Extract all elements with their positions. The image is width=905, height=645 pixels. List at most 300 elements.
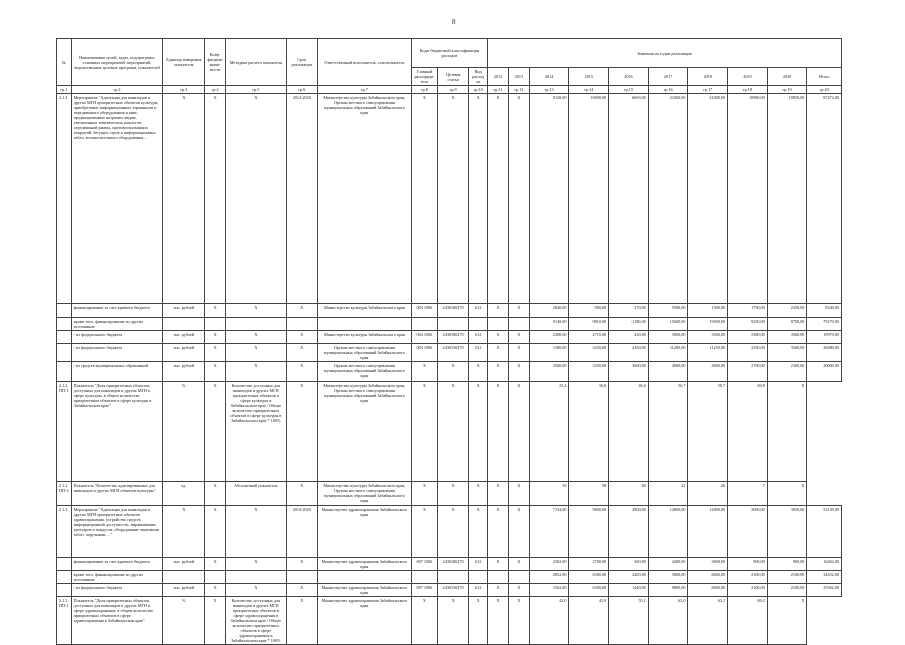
table-cell: X [163,506,205,558]
table-cell: X [286,482,317,506]
table-cell: 900,00 [728,558,768,571]
table-cell: 11200,00 [648,344,688,362]
table-cell: 3500,00 [688,331,728,344]
table-cell [205,571,226,584]
table-cell: Министерство культуры Забайкальского края, Органы местного самоуправления муниципальных образований Забайкальского края [317,382,411,482]
table-cell: X [488,304,509,318]
table-cell [508,571,529,584]
table-cell: 35562,00 [807,584,842,597]
header-values-group: Значения по годам реализации [488,39,842,68]
table-cell: X [508,362,529,382]
table-cell: 3560,00 [767,331,807,344]
column-number: гр.20 [807,86,842,94]
row-number-cell: 2.1.3 [57,506,72,558]
header-term: Срок реализации [286,39,317,86]
table-cell: 8400,00 [688,571,728,584]
table-cell: % [163,597,205,645]
row-number-cell [57,304,72,318]
table-cell: 2380,00 [529,331,569,344]
table-cell: 5380,00 [728,331,768,344]
row-number-cell [57,318,72,331]
table-cell: X [488,558,509,571]
header-year: 2020 [767,68,807,86]
table-cell: тыс. рублей [163,362,205,382]
table-cell: X [767,382,807,482]
table-cell: X [205,344,226,362]
table-cell: 10980,00 [728,94,768,304]
header-kbk-group: Коды бюджетной классификации расходов [411,39,487,68]
table-cell: % [163,382,205,482]
table-cell: X [205,558,226,571]
row-number-cell [57,584,72,597]
row-number-cell [57,331,72,344]
table-cell: 1580,00 [529,344,569,362]
table-row [57,482,842,506]
table-cell: X [226,584,287,597]
column-number: гр.4 [205,86,226,94]
table-cell: X [488,94,509,304]
header-year: 2018 [688,68,728,86]
table-cell [411,318,437,331]
table-cell: X [508,304,529,318]
table-cell: Количество доступных для инвалидов и других МГН приоритетных объектов в сфере культуры в Забайкальском крае / Общее количество приоритетных объектов в сфере культуры в Забайкальском крае * 100% [226,382,287,482]
table-cell: X [286,362,317,382]
page-number: 8 [452,18,456,26]
table-cell: 14800,00 [648,506,688,558]
table-cell: 2100,00 [767,571,807,584]
table-cell: 3900,00 [648,331,688,344]
table-cell [469,318,488,331]
header-kbk: Вид расходов [469,68,488,86]
table-cell: Министерство здравоохранения Забайкальского края [317,558,411,571]
table-cell: тыс. рублей [163,304,205,318]
table-cell: 36480,00 [807,344,842,362]
table-cell [286,571,317,584]
header-kbk: Целевая статья [437,68,468,86]
table-cell [317,318,411,331]
table-cell: X [437,506,468,558]
table-cell: X [488,331,509,344]
table-cell: 7134,00 [529,506,569,558]
row-name-cell: Показатель "Количество адаптированных для инвалидов и других МГН объектов культуры" [71,482,163,506]
table-cell [163,318,205,331]
table-cell: Министерство здравоохранения Забайкальского края [317,584,411,597]
column-number: гр.8 [411,86,437,94]
table-cell: 7 [728,482,768,506]
table-cell: 2700,00 [728,362,768,382]
column-number: гр.12 [508,86,529,94]
table-cell: Абсолютный показатель [226,482,287,506]
table-cell: 42,0 [529,597,569,645]
row-name-cell: Показатель "Доля приоритетных объектов, доступных для инвалидов и других МГН в сфере культуры, в общем количестве приоритетных объектов в сфере культуры в Забайкальском крае" [71,382,163,482]
row-name-cell: - из средств муниципальных образований [71,362,163,382]
table-cell: Органы местного самоуправления муниципальных образований Забайкальского края [317,362,411,382]
table-cell: 2430150270 [437,584,468,597]
header-total: Итого [807,68,842,86]
table-cell: X [286,584,317,597]
table-cell: 2400,00 [609,571,649,584]
table-cell: X [508,597,529,645]
column-number: гр.7 [317,86,411,94]
row-name-cell: Мероприятие "Адаптация для инвалидов и других МГН приоритетных объектов здравоохранения, устройство средств информационной доступности, выравнивание тротуаров и пандусов, оборудование звуковыми табло, поручнями, ..." [71,506,163,558]
table-cell [488,571,509,584]
table-cell: X [508,482,529,506]
table-cell: 8700,00 [767,318,807,331]
table-cell: 9810,00 [569,318,609,331]
table-cell: 63,0 [648,597,688,645]
column-number-row [57,86,842,94]
table-cell: X [411,382,437,482]
table-cell: Министерство культуры Забайкальского края [317,331,411,344]
table-cell: X [205,304,226,318]
table-cell: Количество доступных для инвалидов и других МГН приоритетных объектов в сфере здравоохранения в Забайкальском крае / Общее количество приоритетных объектов в сфере здравоохранения в Забайкальском крае * 100% [226,597,287,645]
table-cell: X [508,558,529,571]
table-cell: 21060,00 [648,94,688,304]
table-cell: 34452,00 [807,571,842,584]
table-cell: 3600,00 [609,362,649,382]
table-cell: 56,7 [648,382,688,482]
table-cell: X [226,362,287,382]
table-cell: 900,00 [569,304,609,318]
table-row [57,382,842,482]
table-cell: X [286,304,317,318]
table-cell: X [469,382,488,482]
table-cell: 53139,00 [807,506,842,558]
table-cell: Министерство культуры Забайкальского края, Органы местного самоуправления муниципальных образований Забайкальского края [317,482,411,506]
table-cell: 2710,00 [569,331,609,344]
table-row [57,597,842,645]
header-method: Методика расчета показателя [226,39,287,86]
header-year: 2014 [529,68,569,86]
table-cell: Министерство здравоохранения Забайкальского края [317,506,411,558]
table-row [57,506,842,558]
table-cell: 004 1006 [411,331,437,344]
table-cell: 1500,00 [688,304,728,318]
table-cell: 360,00 [609,558,649,571]
table-cell: X [488,482,509,506]
table-cell: 007 1006 [411,584,437,597]
table-cell: X [226,304,287,318]
header-year: 2019 [728,68,768,86]
table-cell: 007 1006 [411,558,437,571]
table-cell: 612 [469,584,488,597]
table-cell: 12000,00 [688,506,728,558]
table-cell: X [508,331,529,344]
table-cell: X [469,94,488,304]
table-row [57,571,842,584]
table-cell: 2350,00 [767,304,807,318]
row-name-cell: - из федерального бюджета [71,584,163,597]
column-number: гр.5 [226,86,287,94]
table-cell: Министерство культуры Забайкальского края, Органы местного самоуправления муниципальных образований Забайкальского края [317,94,411,304]
row-number-cell [57,362,72,382]
column-number: гр.11 [488,86,509,94]
table-cell: X [286,331,317,344]
table-cell: 58 [569,482,609,506]
table-cell: X [767,482,807,506]
row-number-cell [57,558,72,571]
header-coef: Коэф-фициент значи-мости [205,39,226,86]
table-cell: X [508,94,529,304]
table-cell: X [508,584,529,597]
table-cell: X [437,94,468,304]
table-cell: X [437,597,468,645]
table-cell: X [508,506,529,558]
column-number: гр.2 [71,86,163,94]
table-cell: X [205,597,226,645]
table-cell: 2430180270 [437,558,468,571]
row-number-cell: 2.1.2 [57,94,72,304]
table-cell: 3350,00 [728,344,768,362]
table-cell: 69,8 [728,382,768,482]
table-cell: X [226,506,287,558]
header-year: 2016 [609,68,649,86]
table-cell: 2430180270 [437,304,468,318]
table-cell: 9600,00 [569,506,609,558]
table-cell: 2100,00 [728,571,768,584]
table-cell: 3600,00 [688,558,728,571]
table-row [57,304,842,318]
table-cell: -1180,00 [609,318,649,331]
table-cell: X [508,344,529,362]
table-cell: 9140,00 [529,318,569,331]
header-year: 2012 [488,68,509,86]
table-cell: 39 [529,482,569,506]
program-table [56,38,842,645]
table-cell: 23,4 [529,382,569,482]
row-name-cell: - из федерального бюджета [71,331,163,344]
table-cell: 79170,00 [807,318,842,331]
table-cell: 3250,00 [569,344,609,362]
table-cell: X [205,584,226,597]
table-cell: X [205,362,226,382]
table-cell: 004 1006 [411,344,437,362]
table-cell: 1440,00 [609,584,649,597]
table-cell: ед. [163,482,205,506]
row-name-cell: Показатель "Доля приоритетных объектов, доступных для инвалидов и других МГН в сфере здравоохранения, в общем количестве приоритетных объектов в сфере здравоохранения в Забайкальском крае" [71,597,163,645]
table-cell: 20000,00 [807,362,842,382]
table-cell: 84 [609,482,649,506]
table-cell: 1750,00 [728,304,768,318]
table-cell: X [286,382,317,482]
row-name-cell: кроме того, финансирование из других источников: [71,571,163,584]
table-cell: 9250,00 [728,318,768,331]
row-name-cell: финансирование за счет краевого бюджета [71,304,163,318]
table-cell: 2014-2020 [286,94,317,304]
row-name-cell: Мероприятие "Адаптация для инвалидов и других МГН приоритетных объектов культуры, приобретение информационных терминалов и передвижного оборудования и книг, предназначенных незрячим людям, увеличенных тематических каталогов, передвижной рампы, противоскользящих покрытий, бегущих строк и информационных табло, вспомогательного оборудования ... [71,94,163,304]
column-number: гр.19 [767,86,807,94]
column-number: гр.9 [437,86,468,94]
table-cell: X [205,94,226,304]
table-row [57,584,842,597]
table-row [57,558,842,571]
column-number: гр.10 [469,86,488,94]
table-cell: X [469,597,488,645]
row-number-cell: 2.1.3. ПП-1 [57,597,72,645]
table-cell [411,571,437,584]
table-cell: 2500,00 [529,362,569,382]
column-number: гр.16 [648,86,688,94]
table-cell: X [488,382,509,482]
table-cell: X [411,506,437,558]
table-cell [469,571,488,584]
table-cell: 004 1006 [411,304,437,318]
table-cell: 10850,00 [767,94,807,304]
table-cell [488,318,509,331]
table-cell: X [205,331,226,344]
table-cell: X [226,344,287,362]
table-cell [205,318,226,331]
header-responsible: Ответственный исполнитель, соисполнитель [317,39,411,86]
table-cell: тыс. рублей [163,558,205,571]
table-cell: 87472,00 [807,94,842,304]
table-cell: 11250,00 [688,344,728,362]
header-year: 2017 [648,68,688,86]
table-cell [317,571,411,584]
table-cell: 2430150270 [437,344,468,362]
column-number: гр.6 [286,86,317,94]
table-cell [163,571,205,584]
column-number: гр.18 [728,86,768,94]
table-cell: 900,00 [767,558,807,571]
column-number: гр.15 [609,86,649,94]
table-cell: 6300,00 [569,584,609,597]
column-number: гр.14 [569,86,609,94]
table-cell: X [411,597,437,645]
table-row [57,362,842,382]
table-cell: 3250,00 [569,362,609,382]
table-cell: 16462,00 [807,558,842,571]
row-name-cell: - из федерального бюджета [71,344,163,362]
table-cell: 45,9 [569,597,609,645]
table-cell: X [469,362,488,382]
table-cell [437,571,468,584]
table-cell: 4200,00 [648,558,688,571]
table-cell: 2430180270 [437,331,468,344]
row-name-cell: финансирование за счет краевого бюджета [71,558,163,571]
table-row [57,344,842,362]
table-cell: 612 [469,558,488,571]
table-cell: Органы местного самоуправления муниципальных образований Забайкальского края [317,344,411,362]
table-cell: 6300,00 [569,571,609,584]
row-number-cell [57,344,72,362]
table-cell: X [205,482,226,506]
column-number: гр.1 [57,86,72,94]
table-cell: 2302,00 [529,558,569,571]
table-cell: 270,00 [609,304,649,318]
header-name: Наименование целей, задач, подпрограмм, основных мероприятий, мероприятий, ведомственных целевых программ, показателей [71,39,163,86]
table-cell: Министерство культуры Забайкальского края [317,304,411,318]
table-cell: 46,6 [609,382,649,482]
table-cell: X [286,597,317,645]
table-cell: X [469,482,488,506]
table-cell: 612 [469,304,488,318]
table-cell: X [226,331,287,344]
row-number-cell: 2.1.2. ПП-2 [57,482,72,506]
row-name-cell: кроме того, финансирование из других источников: [71,318,163,331]
table-cell: 2700,00 [569,558,609,571]
table-cell: X [411,362,437,382]
table-cell: тыс. рублей [163,344,205,362]
header-year: 2015 [569,68,609,86]
column-number: гр.3 [163,86,205,94]
table-cell: X [488,506,509,558]
table-cell: тыс. рублей [163,331,205,344]
table-cell: 69,2 [728,597,768,645]
table-cell: 2100,00 [767,584,807,597]
table-cell: 8340,00 [807,304,842,318]
table-cell: 36,8 [569,382,609,482]
table-cell: тыс. рублей [163,584,205,597]
table-row [57,318,842,331]
table-cell: 15600,00 [648,318,688,331]
table-cell: X [411,94,437,304]
column-number: гр.13 [529,86,569,94]
table-cell: X [437,362,468,382]
table-cell: 58,7 [688,382,728,482]
table-cell: 5580,00 [648,304,688,318]
table-cell: 2100,00 [728,584,768,597]
table-row [57,94,842,304]
table-cell: 3560,00 [767,344,807,362]
table-cell: 1562,00 [529,584,569,597]
table-cell: X [488,362,509,382]
table-cell: 6663,00 [609,94,649,304]
header-kbk: Главный распоряди-тель [411,68,437,86]
table-cell: 2852,00 [529,571,569,584]
table-cell: 2014-2020 [286,506,317,558]
table-cell: X [437,382,468,482]
table-cell: X [437,482,468,506]
table-cell: 4000,00 [688,362,728,382]
table-cell: 2450,00 [609,344,649,362]
table-cell: 4000,00 [648,362,688,382]
table-cell: 9120,00 [529,94,569,304]
table-cell: 55,1 [609,597,649,645]
table-cell: X [205,506,226,558]
table-cell: X [488,584,509,597]
table-cell: 21000,00 [688,94,728,304]
table-cell: 8400,00 [688,584,728,597]
column-number: гр.17 [688,86,728,94]
table-cell: X [508,382,529,482]
table-cell: Министерство здравоохранения Забайкальского края [317,597,411,645]
table-cell: 22 [648,482,688,506]
table-row [57,331,842,344]
table-cell: 2800,00 [609,506,649,558]
row-number-cell [57,571,72,584]
table-cell [286,318,317,331]
table-cell: 430,00 [609,331,649,344]
table-cell: X [411,482,437,506]
table-cell [508,318,529,331]
table-cell: 3000,00 [728,506,768,558]
table-cell: X [469,506,488,558]
table-cell: X [488,344,509,362]
table-cell: X [767,597,807,645]
table-cell: 5800,00 [648,571,688,584]
table-cell: X [226,94,287,304]
table-cell: X [163,94,205,304]
table-cell: X [488,597,509,645]
table-cell [226,318,287,331]
table-cell: 63,1 [688,597,728,645]
table-cell: 521 [469,344,488,362]
table-cell: 19500,00 [688,318,728,331]
table-cell: 612 [469,331,488,344]
table-cell: 10000,00 [569,94,609,304]
table-cell: 9800,00 [648,584,688,597]
